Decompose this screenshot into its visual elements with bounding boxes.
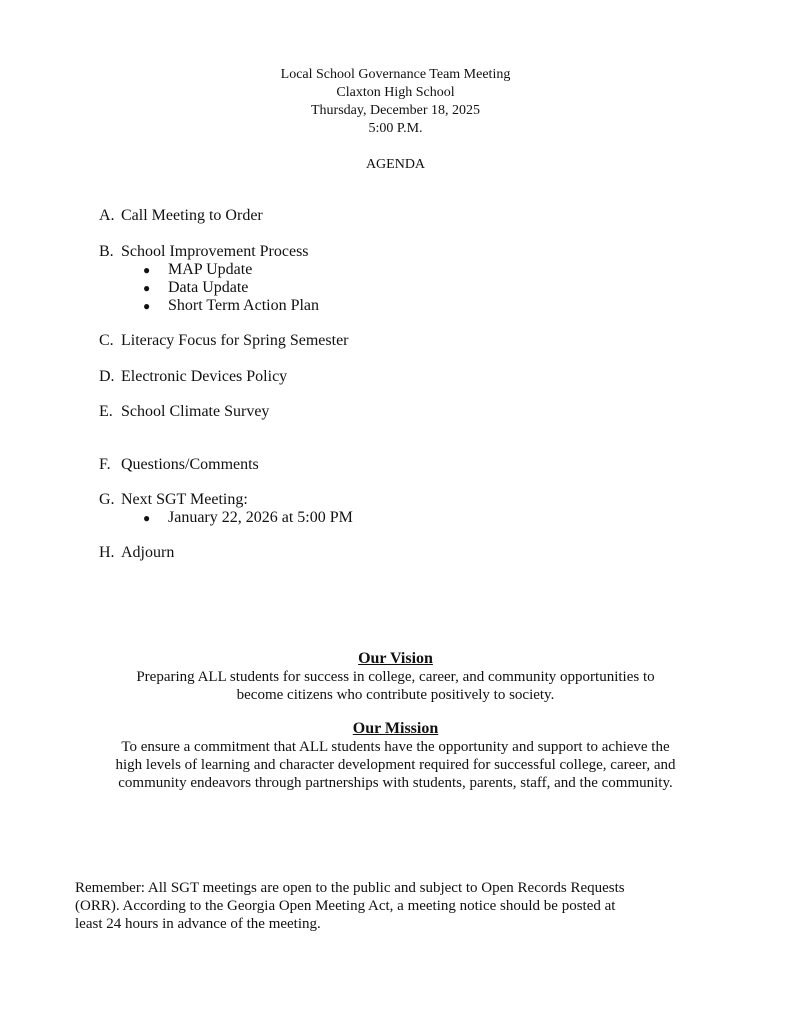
- meeting-title: Local School Governance Team Meeting: [280, 67, 511, 82]
- vision-text: become citizens who contribute positively to society.: [236, 687, 555, 703]
- agenda-subitem: Data Update: [168, 279, 249, 296]
- agenda-item: Questions/Comments: [121, 456, 259, 473]
- agenda-item: Next SGT Meeting:: [121, 491, 248, 508]
- meeting-date: Thursday, December 18, 2025: [311, 103, 480, 118]
- agenda-subitem: January 22, 2026 at 5:00 PM: [168, 509, 353, 526]
- agenda-letter: H.: [99, 544, 115, 561]
- bullet-icon: ●: [143, 511, 151, 525]
- agenda-heading: AGENDA: [365, 157, 426, 172]
- agenda-letter: G.: [99, 491, 115, 508]
- mission-heading: Our Mission: [352, 720, 439, 737]
- agenda-letter: E.: [99, 403, 113, 420]
- vision-heading: Our Vision: [358, 650, 433, 667]
- agenda-subitem: MAP Update: [168, 261, 253, 278]
- bullet-icon: ●: [143, 281, 151, 295]
- agenda-item: School Climate Survey: [121, 403, 270, 420]
- bullet-icon: ●: [143, 299, 151, 313]
- agenda-letter: D.: [99, 368, 115, 385]
- remember-note: Remember: All SGT meetings are open to the public and subject to Open Records Requests: [75, 880, 625, 896]
- remember-note: least 24 hours in advance of the meeting.: [75, 916, 321, 932]
- agenda-letter: B.: [99, 243, 114, 260]
- agenda-item: Electronic Devices Policy: [121, 368, 288, 385]
- agenda-item: Call Meeting to Order: [121, 207, 263, 224]
- vision-text: Preparing ALL students for success in college, career, and community opportunities to: [136, 669, 655, 685]
- agenda-subitem: Short Term Action Plan: [168, 297, 320, 314]
- school-name: Claxton High School: [336, 85, 455, 100]
- agenda-letter: A.: [99, 207, 115, 224]
- agenda-letter: C.: [99, 332, 114, 349]
- remember-note: (ORR). According to the Georgia Open Meeting Act, a meeting notice should be posted at: [75, 898, 616, 914]
- agenda-item: School Improvement Process: [121, 243, 309, 260]
- agenda-item: Literacy Focus for Spring Semester: [121, 332, 349, 349]
- mission-text: To ensure a commitment that ALL students have the opportunity and support to achieve the: [121, 739, 670, 755]
- meeting-time: 5:00 P.M.: [368, 121, 423, 136]
- bullet-icon: ●: [143, 263, 151, 277]
- agenda-item: Adjourn: [121, 544, 175, 561]
- mission-text: high levels of learning and character development required for successful college, career, and: [115, 757, 676, 773]
- mission-text: community endeavors through partnerships with students, parents, staff, and the community.: [118, 775, 673, 791]
- agenda-letter: F.: [99, 456, 111, 473]
